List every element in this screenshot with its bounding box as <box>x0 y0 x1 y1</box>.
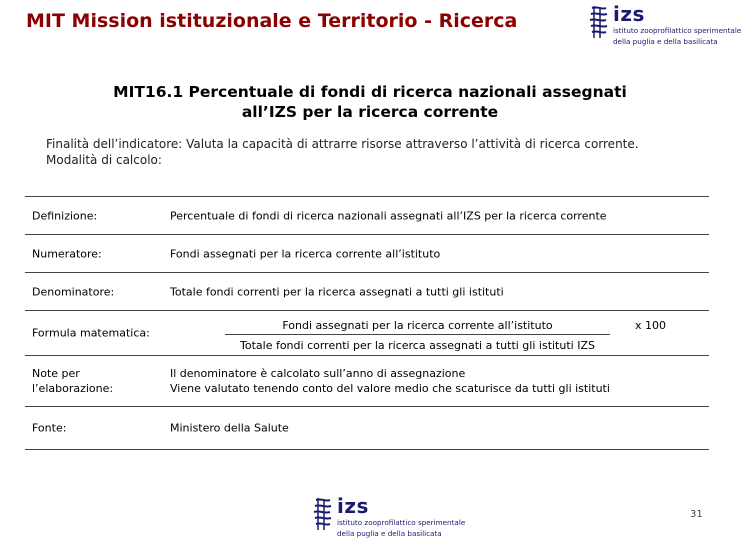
izs-mark-icon <box>588 4 610 40</box>
fraction-bar <box>225 334 610 335</box>
table-row-denominatore <box>25 273 709 311</box>
note-label-line-2: l’elaborazione: <box>32 382 114 395</box>
note-value-line-1: Il denominatore è calcolato sull’anno di assegnazione <box>170 367 466 380</box>
table-row-definizione <box>25 197 709 235</box>
numeratore-value: Fondi assegnati per la ricerca corrente all’istituto <box>170 247 441 260</box>
indicator-intro <box>46 136 639 168</box>
table-row-numeratore <box>25 235 709 273</box>
indicator-purpose: Finalità dell’indicatore: Valuta la capacità di attrarre risorse attraverso l’attività di ricerca corrente. <box>46 137 639 151</box>
definizione-value: Percentuale di fondi di ricerca nazionali assegnati all’IZS per la ricerca corrente <box>170 209 607 222</box>
formula-label: Formula matematica: <box>32 326 150 340</box>
denominatore-label: Denominatore: <box>32 285 115 298</box>
page-number: 31 <box>690 509 703 520</box>
note-value-line-2: Viene valutato tenendo conto del valore medio che scaturisce da tutti gli istituti <box>170 382 610 395</box>
numeratore-label: Numeratore: <box>32 247 102 260</box>
note-label <box>32 366 113 396</box>
izs-logo <box>588 4 741 46</box>
table-row-formula <box>25 311 709 356</box>
fonte-label: Fonte: <box>32 421 67 435</box>
heading-line-2: all’IZS per la ricerca corrente <box>241 103 499 121</box>
definizione-label: Definizione: <box>32 209 98 222</box>
fonte-value: Ministero della Salute <box>170 421 289 435</box>
page-title: MIT Mission istituzionale e Territorio - Ricerca <box>26 10 518 32</box>
logo-subtitle-2: della puglia e della basilicata <box>613 37 718 46</box>
indicator-heading <box>60 82 680 122</box>
logo-subtitle-2: della puglia e della basilicata <box>337 529 442 538</box>
izs-logo-footer <box>312 496 465 538</box>
table-row-fonte <box>25 407 709 450</box>
note-label-line-1: Note per <box>32 367 80 380</box>
note-value <box>170 366 610 396</box>
izs-mark-icon <box>312 496 334 532</box>
logo-subtitle-1: istituto zooprofilattico sperimentale <box>613 26 741 35</box>
logo-subtitle-1: istituto zooprofilattico sperimentale <box>337 518 466 527</box>
heading-line-1: MIT16.1 Percentuale di fondi di ricerca nazionali assegnati <box>113 83 627 101</box>
denominatore-value: Totale fondi correnti per la ricerca assegnati a tutti gli istituti <box>170 285 504 298</box>
formula-numerator: Fondi assegnati per la ricerca corrente all’istituto <box>282 319 553 332</box>
table-row-note <box>25 356 709 407</box>
calc-method-label: Modalità di calcolo: <box>46 153 162 167</box>
formula-denominator: Totale fondi correnti per la ricerca assegnati a tutti gli istituti IZS <box>240 339 595 352</box>
indicator-table <box>25 196 709 450</box>
logo-name: izs <box>337 494 369 518</box>
logo-name: izs <box>613 2 645 26</box>
formula-multiplier: x 100 <box>635 319 667 332</box>
